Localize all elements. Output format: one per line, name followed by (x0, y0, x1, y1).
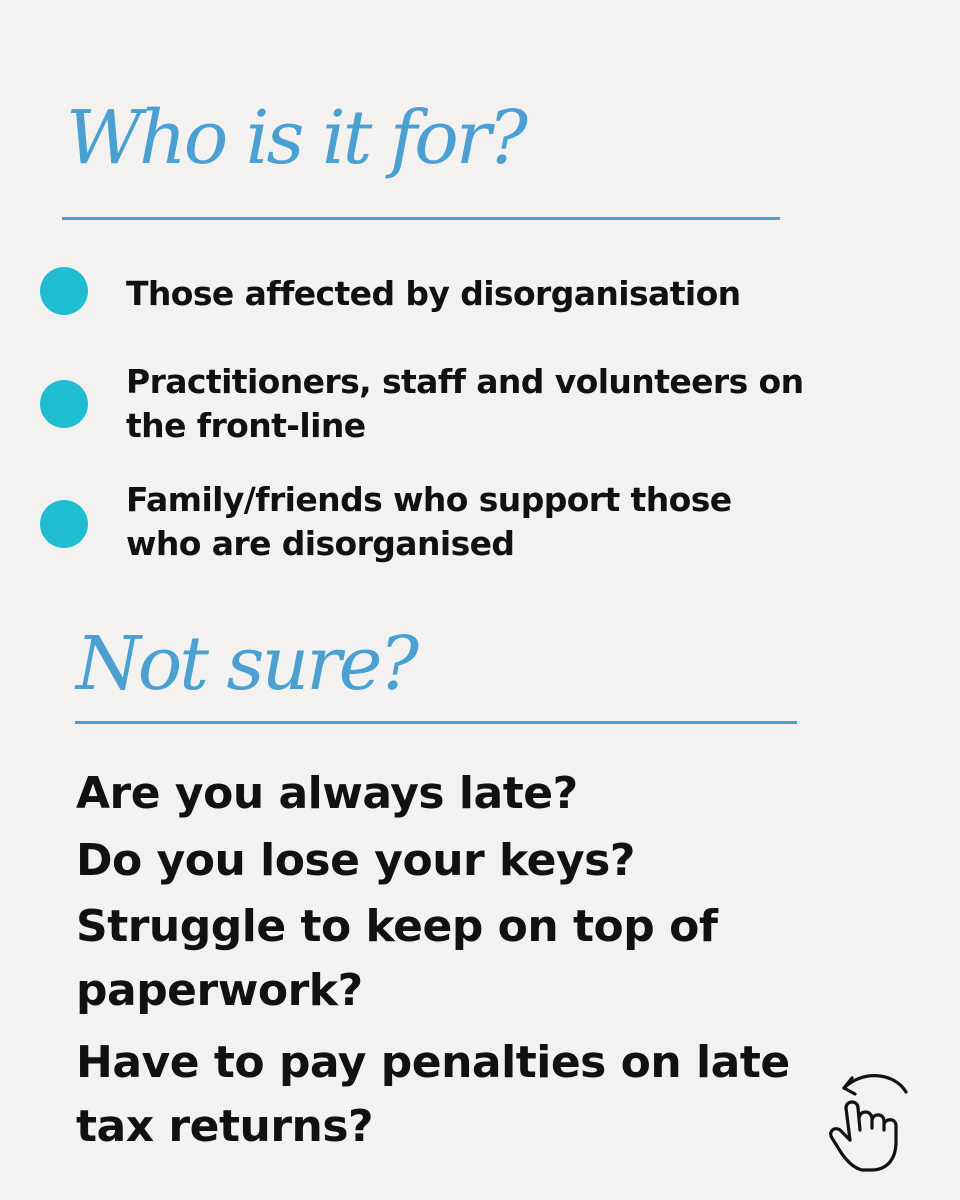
question-line: tax returns? (76, 1101, 374, 1152)
bullet-dot (40, 267, 88, 315)
question-line: Have to pay penalties on late (76, 1037, 790, 1088)
bullet-dot (40, 380, 88, 428)
bullet-dot (40, 500, 88, 548)
audience-item (126, 360, 804, 448)
heading-divider (62, 217, 780, 220)
question-line: Do you lose your keys? (76, 835, 635, 886)
question-line: Are you always late? (76, 768, 578, 819)
audience-item (126, 272, 741, 316)
question (76, 895, 717, 1023)
audience-item-line: Family/friends who support those (126, 480, 732, 519)
audience-item-line: who are disorganised (126, 524, 515, 563)
audience-item-line: Practitioners, staff and volunteers on (126, 362, 804, 401)
question-line: Struggle to keep on top of (76, 901, 718, 952)
heading-divider (75, 721, 797, 724)
audience-item-line: Those affected by disorganisation (126, 274, 741, 313)
who-is-it-for-heading: Who is it for? (66, 95, 525, 181)
swipe-hand-icon (822, 1068, 932, 1178)
not-sure-heading: Not sure? (76, 621, 417, 707)
question-line: paperwork? (76, 965, 363, 1016)
audience-item-line: the front-line (126, 406, 366, 445)
audience-item (126, 478, 732, 566)
question (76, 1031, 790, 1159)
